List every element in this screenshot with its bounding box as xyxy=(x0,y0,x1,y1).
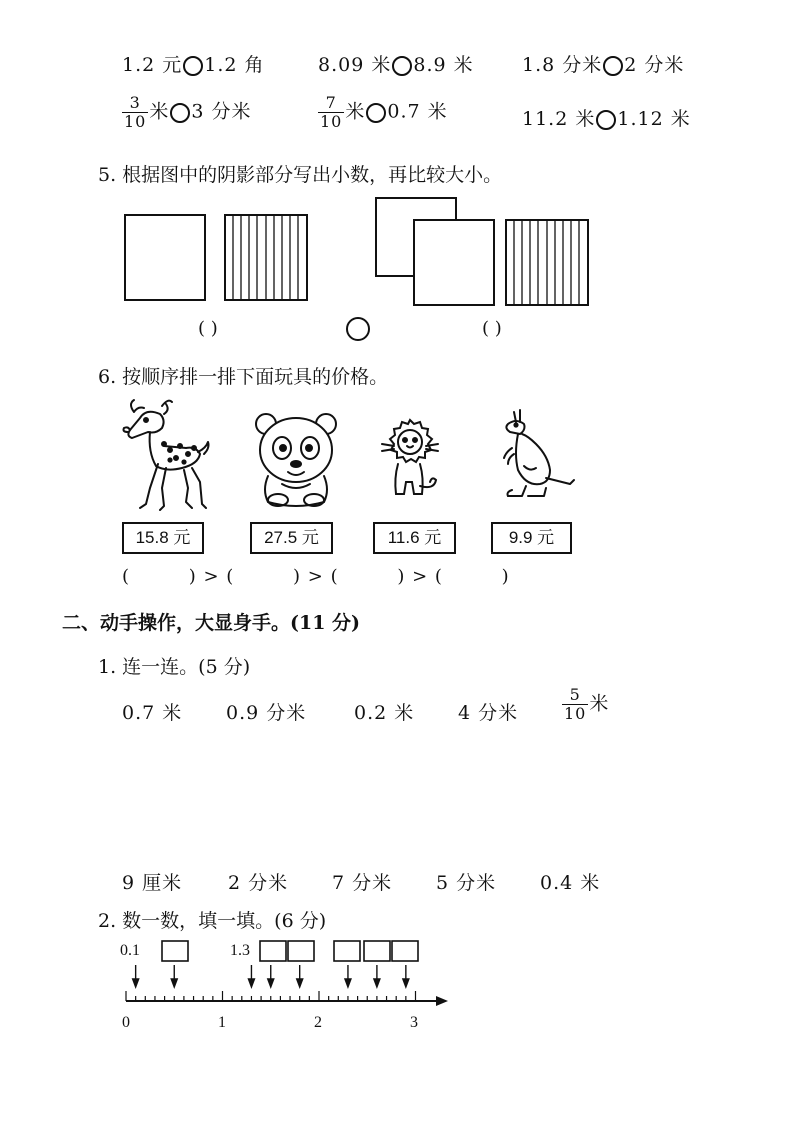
order-answer-line[interactable]: ( ) > ( ) > ( ) > ( ) xyxy=(122,566,510,587)
tick-label-3: 3 xyxy=(410,1014,418,1031)
lion-icon xyxy=(376,416,446,504)
answer-box xyxy=(334,941,360,961)
match-top-1[interactable]: 0.7 米 xyxy=(122,702,183,724)
price-tag-lion: 11.6 元 xyxy=(373,522,456,554)
match-bottom-3[interactable]: 7 分米 xyxy=(332,872,393,894)
match-bottom-1[interactable]: 9 厘米 xyxy=(122,872,183,894)
match-top-3[interactable]: 0.2 米 xyxy=(354,702,415,724)
tick-label-2: 2 xyxy=(314,1014,322,1031)
number-line xyxy=(110,935,460,1035)
answer-box xyxy=(162,941,188,961)
answer-box xyxy=(364,941,390,961)
kangaroo-icon xyxy=(498,408,578,504)
compare-row-2: $\frac{3}{10}$ 米 3 分米 xyxy=(124,93,252,131)
compare-right: 2 分米 xyxy=(624,54,685,76)
compare-right: 8.9 米 xyxy=(413,54,474,76)
answer-box xyxy=(288,941,314,961)
stripes-2 xyxy=(514,220,579,305)
square-front xyxy=(414,220,494,305)
match-bottom-2[interactable]: 2 分米 xyxy=(228,872,289,894)
pointer-arrow-head xyxy=(248,979,254,987)
compare-right: 1.2 角 xyxy=(204,54,265,76)
compare-row-1 xyxy=(122,50,265,77)
pointer-arrow-head xyxy=(374,979,380,987)
compare-circle[interactable] xyxy=(183,56,203,76)
compare-circle[interactable] xyxy=(392,56,412,76)
stripes-1 xyxy=(233,215,298,300)
pointer-arrow-head xyxy=(133,979,139,987)
answer-box xyxy=(260,941,286,961)
panda-icon xyxy=(252,410,342,508)
compare-circle[interactable] xyxy=(603,56,623,76)
fraction: $\frac{3}{10}$ xyxy=(124,93,147,131)
price-tag-panda: 27.5 元 xyxy=(250,522,333,554)
pointer-arrow-head xyxy=(403,979,409,987)
axis-arrow xyxy=(436,996,448,1006)
pointer-arrow-head xyxy=(268,979,274,987)
compare-left: 1.2 元 xyxy=(122,54,183,76)
match-top-2[interactable]: 0.9 分米 xyxy=(226,702,307,724)
price-tag-kangaroo: 9.9 元 xyxy=(491,522,572,554)
label-1-3: 1.3 xyxy=(230,942,250,959)
q6-title: 6. 按顺序排一排下面玩具的价格。 xyxy=(98,366,389,388)
compare-circle-q5[interactable] xyxy=(346,317,370,341)
compare-left: 8.09 米 xyxy=(318,54,392,76)
deer-icon xyxy=(122,398,217,513)
answer-blank-left[interactable]: ( ) xyxy=(198,318,218,339)
compare-row-2b: $\frac{7}{10}$ 米 0.7 米 xyxy=(320,93,448,131)
section-2-title: 二、动手操作，大显身手。(11 分) xyxy=(62,612,361,634)
pointer-arrow-head xyxy=(171,979,177,987)
compare-circle[interactable] xyxy=(596,110,616,130)
match-top-4[interactable]: 4 分米 xyxy=(458,702,519,724)
compare-row-1c xyxy=(522,50,684,77)
match-bottom-5[interactable]: 0.4 米 xyxy=(540,872,601,894)
price-tag-deer: 15.8 元 xyxy=(122,522,204,554)
compare-row-2c: 11.2 米 1.12 米 xyxy=(522,108,691,130)
q2-1-title: 1. 连一连。(5 分) xyxy=(98,656,251,678)
answer-box xyxy=(392,941,418,961)
match-top-5[interactable]: $\frac{5}{10}$ 米 xyxy=(564,685,610,723)
compare-circle[interactable] xyxy=(170,103,190,123)
tick-label-1: 1 xyxy=(218,1014,226,1031)
q5-title: 5. 根据图中的阴影部分写出小数，再比较大小。 xyxy=(98,164,503,186)
q2-2-title: 2. 数一数，填一填。(6 分) xyxy=(98,910,327,932)
answer-blank-right[interactable]: ( ) xyxy=(482,318,502,339)
compare-circle[interactable] xyxy=(366,103,386,123)
pointer-arrow-head xyxy=(345,979,351,987)
compare-left: 1.8 分米 xyxy=(522,54,603,76)
square-1 xyxy=(125,215,205,300)
fraction: $\frac{5}{10}$ xyxy=(564,685,587,723)
fraction: $\frac{7}{10}$ xyxy=(320,93,343,131)
tick-label-0: 0 xyxy=(122,1014,130,1031)
q5-figures xyxy=(0,190,800,315)
match-bottom-4[interactable]: 5 分米 xyxy=(436,872,497,894)
compare-row-1b xyxy=(318,50,474,77)
label-0-1: 0.1 xyxy=(120,942,140,959)
pointer-arrow-head xyxy=(297,979,303,987)
